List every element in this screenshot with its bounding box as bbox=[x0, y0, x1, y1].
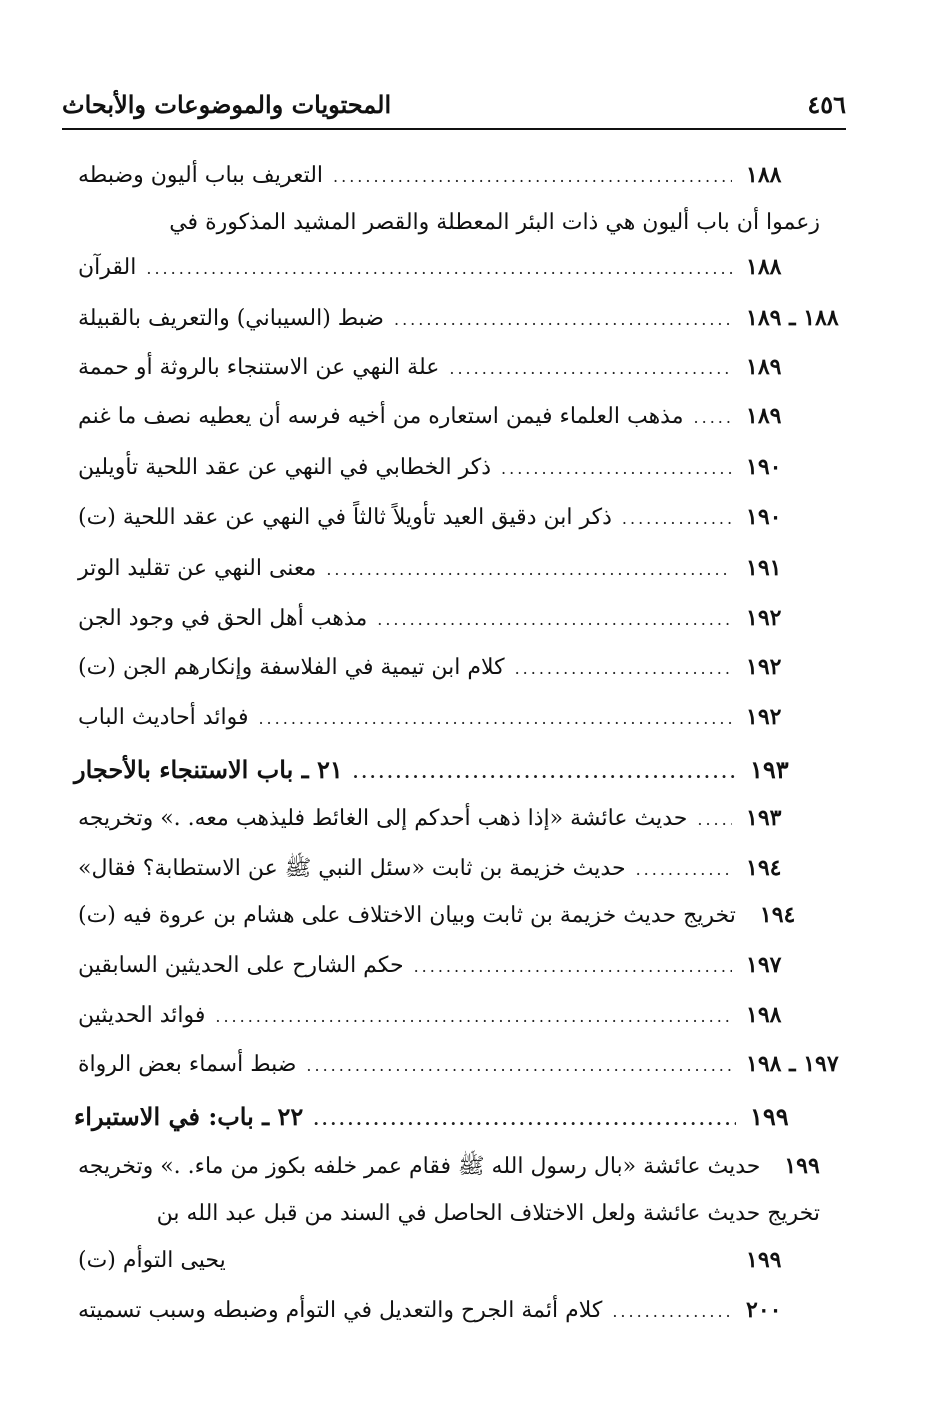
entry-title: علة النهي عن الاستنجاء بالروثة أو حممة bbox=[78, 355, 440, 380]
toc-entry bbox=[78, 654, 842, 680]
leader-dots bbox=[636, 860, 732, 879]
entry-page: ١٩١ bbox=[746, 555, 782, 581]
toc-entry bbox=[78, 704, 842, 730]
chapter-entry bbox=[74, 755, 846, 784]
entry-page: ١٨٨ bbox=[746, 254, 782, 280]
entry-page: ١٩٣ bbox=[750, 755, 789, 784]
entry-title: معنى النهي عن تقليد الوتر bbox=[78, 556, 317, 581]
toc-entry bbox=[78, 403, 842, 429]
entry-page: ١٩٢ bbox=[746, 704, 782, 730]
running-head bbox=[62, 84, 846, 124]
entry-title-line: زعموا أن باب أليون هي ذات البئر المعطلة والقصر المشيد المذكورة في bbox=[169, 210, 820, 235]
leader-dots bbox=[694, 408, 732, 427]
entry-title: كلام أئمة الجرح والتعديل في التوأم وضبطه وسبب تسميته bbox=[78, 1298, 603, 1323]
entry-title: كلام ابن تيمية في الفلاسفة وإنكارهم الجن (ت) bbox=[78, 655, 505, 680]
leader-dots bbox=[449, 359, 732, 378]
chapter-title: ٢٢ ـ باب: في الاستبراء bbox=[74, 1102, 304, 1131]
page-number: ٤٥٦ bbox=[807, 89, 846, 119]
leader-dots bbox=[306, 1056, 732, 1075]
leader-dots bbox=[414, 957, 732, 976]
entry-title: فوائد أحاديث الباب bbox=[78, 705, 249, 730]
entry-title: التعريف بباب أليون وضبطه bbox=[78, 163, 324, 188]
entry-title: حديث عائشة «إذا ذهب أحدكم إلى الغائط فليذهب معه. .» وتخريجه bbox=[78, 806, 688, 831]
entry-page: ١٨٨ ـ ١٨٩ bbox=[746, 305, 839, 331]
toc-entry bbox=[78, 1002, 842, 1028]
header-rule bbox=[62, 128, 846, 130]
toc-entry bbox=[78, 1297, 842, 1323]
entry-page: ١٨٩ bbox=[746, 354, 782, 380]
entry-title: ذكر الخطابي في النهي عن عقد اللحية تأويلين bbox=[78, 455, 492, 480]
entry-title: تخريج حديث خزيمة بن ثابت وبيان الاختلاف على هشام بن عروة فيه (ت) bbox=[78, 903, 736, 928]
leader-dots bbox=[146, 259, 732, 278]
chapter-entry bbox=[74, 1102, 846, 1131]
entry-page: ١٩٤ bbox=[746, 855, 782, 881]
toc-entry bbox=[78, 305, 842, 331]
entry-title: فوائد الحديثين bbox=[78, 1003, 206, 1028]
chapter-title: ٢١ ـ باب الاستنجاء بالأحجار bbox=[74, 755, 343, 784]
toc-entry bbox=[78, 1051, 842, 1077]
toc-entry bbox=[78, 254, 842, 280]
entry-title: مذهب العلماء فيمن استعاره من أخيه فرسه أن يعطيه نصف ما غنم bbox=[78, 404, 684, 429]
leader-dots bbox=[313, 1110, 736, 1129]
entry-page: ١٩٧ ـ ١٩٨ bbox=[746, 1051, 839, 1077]
entry-page: ١٩٤ bbox=[759, 902, 796, 928]
entry-page: ١٩٧ bbox=[746, 952, 782, 978]
entry-title: ضبط (السيباني) والتعريف بالقبيلة bbox=[78, 306, 384, 331]
entry-page: ١٩٩ bbox=[784, 1153, 820, 1179]
toc-entry bbox=[78, 605, 842, 631]
toc-entry bbox=[78, 854, 842, 886]
entry-title-line: تخريج حديث عائشة ولعل الاختلاف الحاصل في السند من قبل عبد الله بن bbox=[156, 1201, 820, 1226]
entry-page: ١٩٩ bbox=[746, 1247, 782, 1273]
toc-entry bbox=[78, 354, 842, 380]
toc-entry bbox=[78, 902, 842, 928]
toc-entry bbox=[78, 454, 842, 480]
toc-entry bbox=[78, 555, 842, 581]
leader-dots bbox=[353, 763, 736, 782]
entry-page: ١٨٩ bbox=[746, 403, 782, 429]
entry-page: ١٨٨ bbox=[746, 162, 782, 188]
entry-page: ١٩٢ bbox=[746, 654, 782, 680]
toc-entry bbox=[78, 162, 842, 188]
leader-dots bbox=[215, 1007, 732, 1026]
entry-page: ١٩٣ bbox=[746, 805, 782, 831]
entry-title: حديث عائشة «بال رسول الله ﷺ فقام عمر خلفه بكوز من ماء. .» وتخريجه bbox=[78, 1154, 761, 1179]
section-title: المحتويات والموضوعات والأبحاث bbox=[62, 89, 392, 119]
leader-dots bbox=[333, 167, 732, 186]
entry-title: القرآن bbox=[78, 255, 137, 280]
leader-dots bbox=[612, 1302, 732, 1321]
leader-dots bbox=[697, 810, 732, 829]
entry-title: يحيى التوأم (ت) bbox=[78, 1248, 226, 1273]
entry-page: ١٩٠ bbox=[746, 454, 782, 480]
leader-dots bbox=[515, 659, 732, 678]
leader-dots bbox=[258, 709, 732, 728]
entry-title: حكم الشارح على الحديثين السابقين bbox=[78, 953, 404, 978]
entry-title: ضبط أسماء بعض الرواة bbox=[78, 1052, 297, 1077]
toc-entry bbox=[78, 1152, 842, 1184]
entry-page: ١٩٢ bbox=[746, 605, 782, 631]
entry-page: ١٩٠ bbox=[746, 504, 782, 530]
leader-dots bbox=[622, 509, 732, 528]
leader-dots bbox=[377, 610, 732, 629]
entry-title: مذهب أهل الحق في وجود الجن bbox=[78, 606, 368, 631]
entry-title: ذكر ابن دقيق العيد تأويلاً ثالثاً في النهي عن عقد اللحية (ت) bbox=[78, 505, 612, 530]
leader-dots bbox=[394, 310, 732, 329]
toc-entry bbox=[78, 1247, 842, 1273]
leader-dots bbox=[501, 459, 732, 478]
toc-entry bbox=[78, 805, 842, 831]
entry-title: حديث خزيمة بن ثابت «سئل النبي ﷺ عن الاستطابة؟ فقال» bbox=[78, 856, 626, 881]
entry-page: ٢٠٠ bbox=[746, 1297, 782, 1323]
entry-page: ١٩٨ bbox=[746, 1002, 782, 1028]
toc-entry bbox=[78, 504, 842, 530]
entry-page: ١٩٩ bbox=[750, 1102, 789, 1131]
toc-entry bbox=[78, 952, 842, 978]
leader-dots bbox=[326, 560, 732, 579]
